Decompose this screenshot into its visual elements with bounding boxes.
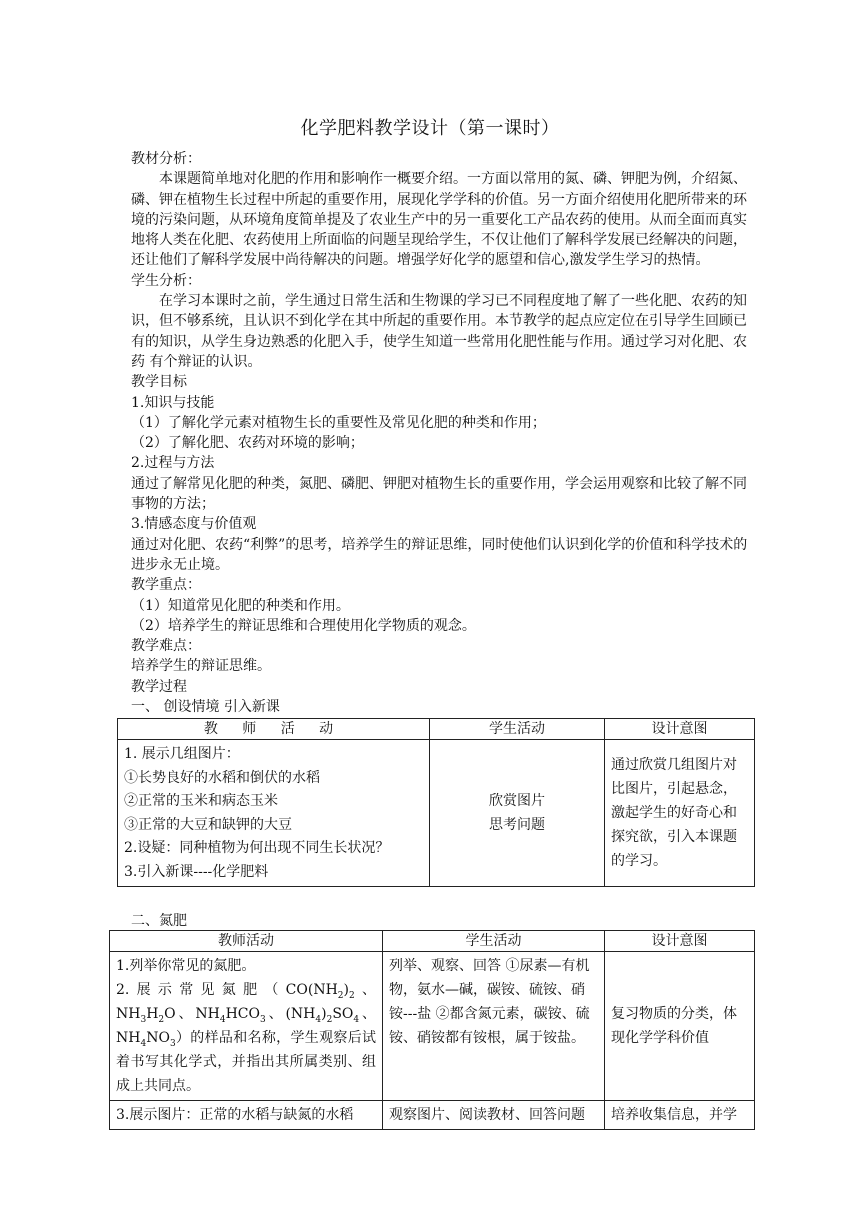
key-points-label: 教学重点： <box>131 577 201 594</box>
section2-heading: 二、氮肥 <box>131 913 187 929</box>
difficulty-label: 教学难点： <box>131 638 201 655</box>
table1-design-intent: 通过欣赏几组图片对比图片，引起悬念，激起学生的好奇心和探究欲，引入本课题的学习。 <box>605 740 755 887</box>
goal1-label: 1.知识与技能 <box>131 394 215 411</box>
table1-student-activity: 欣赏图片 思考问题 <box>430 740 605 887</box>
student-analysis-text: 在学习本课时之前，学生通过日常生活和生物课的学习已不同程度地了解了一些化肥、农药的知识，但不够系统，且认识不到化学在其中所起的重要作用。本节教学的起点应定位在引导学生回顾已有的知识，从学生身边熟悉的化肥入手，使学生知道一些常用化肥性能与作用。通过学习对化肥、农药 有个辩证的认识。 <box>131 293 747 370</box>
table2-header-student: 学生活动 <box>383 931 605 952</box>
goal3-label: 3.情感态度与价值观 <box>131 516 257 533</box>
process-step1-heading: 一、 创设情境 引入新课 <box>131 699 280 716</box>
nitrogen-fertilizer-table <box>109 930 755 1130</box>
page-title: 化学肥料教学设计（第一课时） <box>300 118 560 139</box>
table2-header-teacher: 教师活动 <box>110 931 383 952</box>
key-point-item: （2）培养学生的辩证思维和合理使用化学物质的观念。 <box>131 617 476 634</box>
process-label: 教学过程 <box>131 678 187 695</box>
table1-header-intent: 设计意图 <box>605 719 755 740</box>
goal1-item: （2）了解化肥、农药对环境的影响； <box>131 435 364 452</box>
table2-student-activity-row2: 观察图片、阅读教材、回答问题 <box>383 1101 605 1130</box>
table2-teacher-activity-row2: 3.展示图片：正常的水稻与缺氮的水稻 <box>110 1101 383 1130</box>
table2-design-intent-row2: 培养收集信息，并学 <box>605 1101 755 1130</box>
table2-header-intent: 设计意图 <box>605 931 755 952</box>
table1-teacher-activity: 1. 展示几组图片： ①长势良好的水稻和倒伏的水稻 ②正常的玉米和病态玉米 ③正常的大豆和缺钾的大豆 2.设疑：同种植物为何出现不同生长状况？ 3.引入新课----化学肥料 <box>118 740 430 887</box>
goal2-text: 通过了解常见化肥的种类，氮肥、磷肥、钾肥对植物生长的重要作用，学会运用观察和比较了解不同事物的方法； <box>131 475 747 513</box>
goal2-label: 2.过程与方法 <box>131 455 215 472</box>
intro-activity-table <box>117 718 755 887</box>
student-analysis-label: 学生分析： <box>131 272 201 289</box>
goal3-text: 通过对化肥、农药“利弊”的思考，培养学生的辩证思维，同时使他们认识到化学的价值和科学技术的进步永无止境。 <box>131 536 748 573</box>
goal1-item: （1）了解化学元素对植物生长的重要性及常见化肥的种类和作用； <box>131 414 546 431</box>
table2-design-intent-row1: 复习物质的分类，体现化学学科价值 <box>605 952 755 1101</box>
document-body <box>131 149 753 717</box>
table1-header-student: 学生活动 <box>430 719 605 740</box>
difficulty-text: 培养学生的辩证思维。 <box>131 658 271 675</box>
table2-teacher-activity-row1: 1.列举你常见的氮肥。 2.展示常见氮肥（$CO(NH_2)_2$、$NH_3H_2O$、$NH_4HCO_3$、$(NH_4)_2SO_4$、$NH_4NO_3$）的样品和名称，学生观察后试着书写其化学式，并指出其所属类别、组成上共同点。 <box>110 952 383 1101</box>
material-analysis-label: 教材分析： <box>131 151 201 167</box>
table2-student-activity-row1: 列举、观察、回答 ①尿素—有机物，氨水—碱，碳铵、硫铵、硝铵---盐 ②都含氮元素，碳铵、硫铵、硝铵都有铵根，属于铵盐。 <box>383 952 605 1101</box>
material-analysis-text: 本课题简单地对化肥的作用和影响作一概要介绍。一方面以常用的氮、磷、钾肥为例，介绍氮、磷、钾在植物生长过程中所起的重要作用，展现化学学科的价值。另一方面介绍使用化肥所带来的环境的污染问题，从环境角度简单提及了农业生产中的另一重要化工产品农药的使用。从而全面而真实地将人类在化肥、农药使用上所面临的问题呈现给学生，不仅让他们了解科学发展已经解决的问题，还让他们了解科学发展中尚待解决的问题。增强学好化学的愿望和信心,激发学生学习的热情。 <box>131 171 747 269</box>
key-point-item: （1）知道常见化肥的种类和作用。 <box>131 597 350 614</box>
teaching-goals-label: 教学目标 <box>131 374 187 391</box>
table1-header-teacher: 教 师 活 动 <box>118 719 430 740</box>
